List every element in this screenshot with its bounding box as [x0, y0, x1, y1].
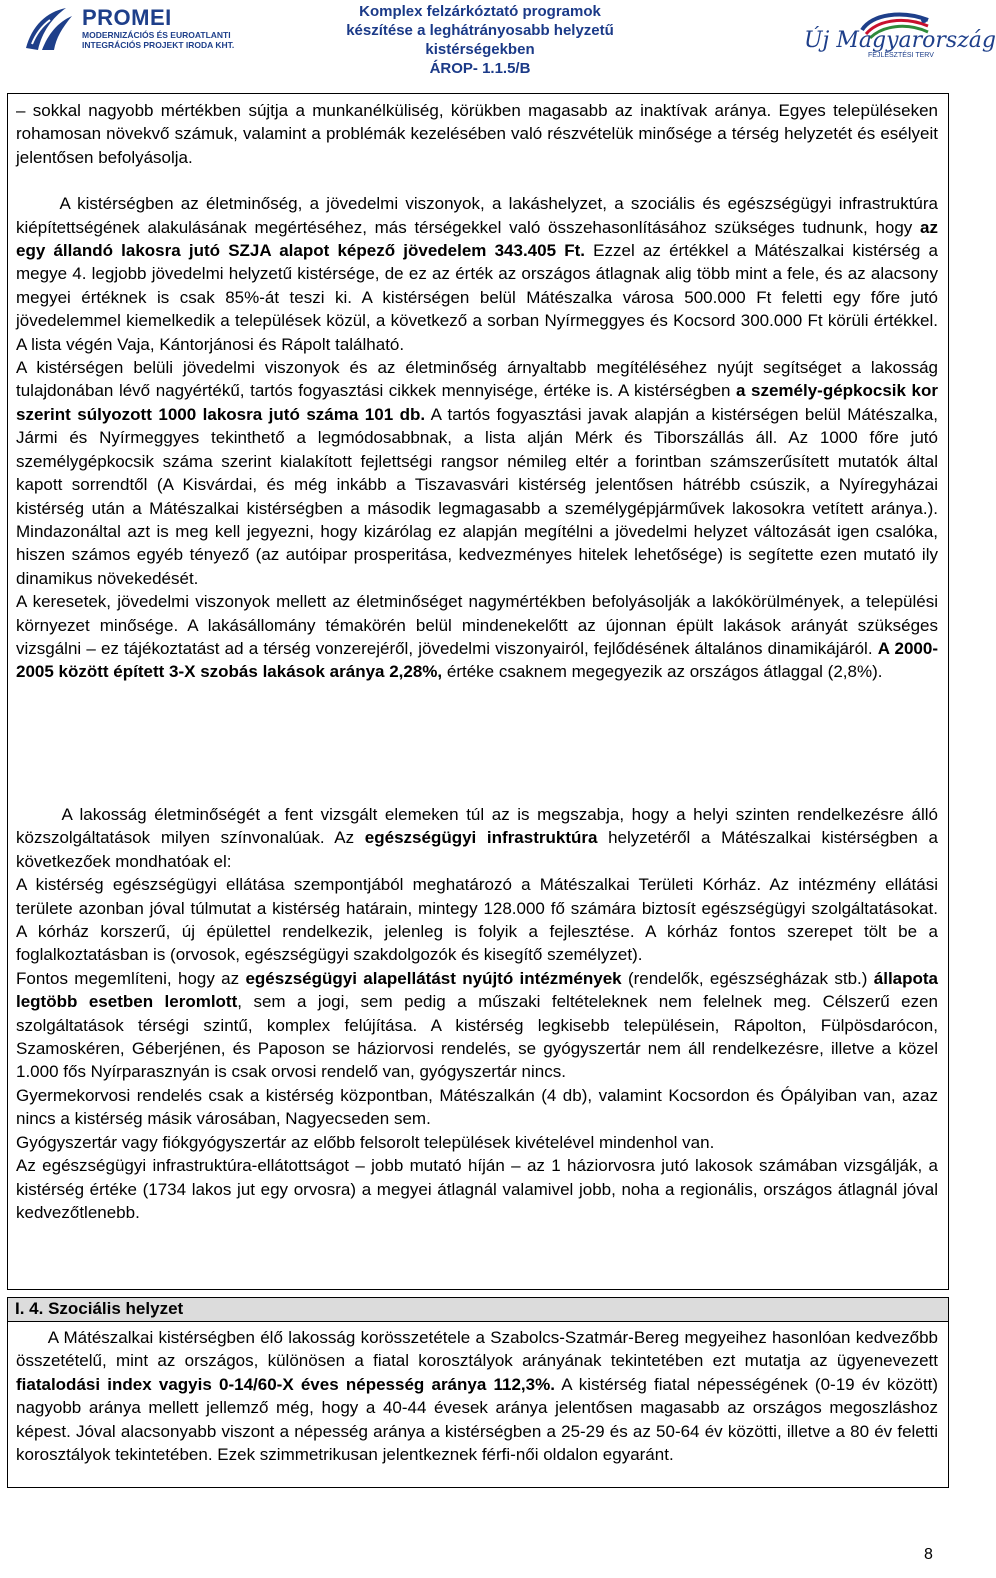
bold-text: a személy-gépkocsik kor szerint súlyozott 1000 lakosra jutó száma 101 db. — [16, 381, 939, 424]
page-number: 8 — [924, 1546, 933, 1563]
text-run: A Mátészalkai kistérségben élő lakosság korösszetétele a Szabolcs-Szatmár-Bereg megyeihez hasonlóan kedvezőbb összetételű, mint az országos, különösen a fiatal korosztályok arányának tekintetében ezt mutatja az ügyenevezett — [16, 1328, 938, 1371]
text-run: Gyermekorvosi rendelés csak a kistérség központban, Mátészalkán (4 db), valamint Kocsordon és Ópályiban van, azaz nincs a kistérség másik városában, Nagyecseden sem. — [16, 1085, 938, 1129]
text-run: Gyógyszertár vagy fiókgyógyszertár az előbb felsorolt települések kivételével mindenhol van. — [16, 1132, 715, 1152]
text-run: A kistérség egészségügyi ellátása szempontjából meghatározó a Mátészalkai Területi Kórház. Az intézmény ellátási területe azonban jóval túlmutat a kistérség határain, mintegy 128.000 fő számára biztosít egészségügyi szolgáltatásokat. A kórház korszerű, új épülettel rendelkezik, jelenleg is folyik a fejlesztése. A kórház fontos szerepet tölt be a foglalkoztatásban is (orvosok, egészségügyi szakdolgozók és kisegítő személyzet). — [16, 875, 938, 965]
uj-magyarorszag-sub: FEJLESZTÉSI TERV — [868, 52, 934, 59]
uj-magyarorszag-logo — [792, 8, 996, 68]
text-run: helyzetéről a Mátészalkai kistérségben a következőek mondhatóak el: — [16, 828, 938, 871]
paragraph — [16, 356, 938, 590]
paragraph — [16, 873, 938, 967]
text-run: A kistérségen belüli jövedelmi viszonyok és az életminőség árnyaltabb megítéléséhez nyújt segítséget a lakosság tulajdonában lévő nagyértékű, tartós fogyasztási cikkek mennyisége, értéke is. A kistérségben — [16, 358, 938, 401]
header-line-2: készítése a leghátrányosabb helyzetű — [346, 22, 614, 39]
bold-text: állapota legtöbb esetben leromlott — [16, 968, 939, 1012]
page-header — [0, 0, 996, 88]
paragraph — [16, 590, 938, 684]
text-run: Ezzel az értékkel a Mátészalkai kistérség a megye 4. legjobb jövedelmi helyzetű kistérsége, de ez az érték az országos átlagnak alig több mint a fele, és az alacsony megyei értéknek is csak 85%-át teszi ki. A kistérségen belül Mátészalka városa 500.000 Ft feletti egy főre jutó jövedelemmel kiemelkedik a települések közül, a következő a sorban Nyírmeggyes és Kocsord 300.000 Ft körüli értékkel. A lista végén Vaja, Kántorjánosi és Rápolt található. — [16, 241, 938, 354]
paragraph — [16, 1154, 938, 1224]
paragraph — [16, 967, 938, 1084]
text-run: A tartós fogyasztási javak alapján a kistérségen belül Mátészalka, Jármi és Nyírmeggyes tekinthető a legmódosabbnak, a lista alján Mérk és Tiborszállás áll. Az 1000 főre jutó személygépkocsik száma szerint kialakított fejlettségi rangsor némileg eltér a forintban számszerűsített mutatók által kapott sorrendtől (A Kisvárdai, és még inkább a Tiszavasvári kistérség jelentősen hátrébb csúszik, a Nyíregyházai kistérség után a Mátészalkai kistérségben a második legmagasabb a személygépjárművek lakosokra vetített aránya.). Mindazonáltal azt is meg kell jegyezni, hogy kizárólag ez alapján megítélni a jövedelmi helyzet változását igen csalóka, hiszen számos egyéb tényező (az autóipar prosperitása, kedvezményes hitelek lehetősége) is segítette ezen mutató ily dinamikus növekedését. — [16, 404, 938, 588]
paragraph — [16, 1131, 938, 1154]
header-title — [300, 2, 660, 78]
paragraph — [16, 803, 938, 873]
text-run: , sem a jogi, sem pedig a műszaki feltételeknek nem felelnek meg. Célszerű ezen szolgáltatások térségi szintű, komplex felújítása. A kistérség legkisebb településein, Rápolton, Fülpösdarócon, Szamoskéren, Géberjénen, és Paposon se háziorvosi rendelés, se gyógyszertár nem áll rendelkezésre, illetve a közel 1.000 fős Nyírparasznyán is csak orvosi rendelő van, gyógyszertár nincs. — [16, 992, 939, 1082]
paragraph — [16, 192, 938, 356]
text-run: Az egészségügyi infrastruktúra-ellátottságot – jobb mutató híján – az 1 háziorvosra jutó lakosok számában vizsgálják, a kistérség értéke (1734 lakos jut egy orvosra) a megyei átlagnál valamivel jobb, noha a regionális, országos átlagnál jóval kedvezőtlenebb. — [16, 1156, 938, 1222]
text-run: értéke csaknem megegyezik az országos átlaggal (2,8%). — [442, 662, 883, 682]
text-run: A kistérség fiatal népességének (0-19 év között) nagyobb aránya mellett jellemző még, hogy a 40-44 évesek aránya jelentősen magasabb az országos megoszláshoz képest. Jóval alacsonyabb viszont a népesség aránya a kistérségben a 25-29 és az 50-64 év közötti, illetve a 80 év feletti korosztályok tekintetében. Ezek szimmetrikusan jelentkeznek férfi-női oldalon egyaránt. — [16, 1374, 938, 1465]
header-line-3: kistérségekben — [425, 41, 535, 58]
text-run: Fontos megemlíteni, hogy az — [16, 968, 246, 988]
body-block-2 — [16, 803, 938, 1224]
text-run: – sokkal nagyobb mértékben sújtja a munkanélküliség, körükben magasabb az inaktívak aránya. Egyes településeken rohamosan növekvő számuk, valamint a problémák kezelésében való részvételük minősége a térség helyzetét és esélyeit jelentősen befolyásolja. — [16, 101, 938, 167]
promei-emblem-icon — [22, 4, 76, 54]
header-line-4: ÁROP- 1.1.5/B — [429, 60, 531, 77]
text-run: A kistérségben az életminőség, a jövedelmi viszonyok, a lakáshelyzet, a szociális és egészségügyi infrastruktúra kiépítettségének alakulásának megértéséhez, más térségekkel való összehasonlításához szükséges tudnunk, hogy — [16, 194, 938, 237]
promei-logo-name: PROMEI — [82, 5, 172, 30]
bold-text: egészségügyi alapellátást nyújtó intézmények — [245, 968, 622, 988]
section-body — [16, 1326, 938, 1466]
bold-text: az egy állandó lakosra jutó SZJA alapot képező jövedelem 343.405 Ft. — [16, 217, 938, 261]
paragraph — [16, 1326, 938, 1466]
paragraph — [16, 99, 938, 169]
header-line-1: Komplex felzárkóztató programok — [359, 3, 601, 20]
section-title: I. 4. Szociális helyzet — [15, 1299, 184, 1318]
bold-text: egészségügyi infrastruktúra — [364, 828, 598, 848]
paragraph — [16, 1084, 938, 1131]
promei-logo-sub1: MODERNIZÁCIÓS ÉS EUROATLANTI — [82, 30, 231, 40]
text-run: A lakosság életminőségét a fent vizsgált elemeken túl az is megszabja, hogy a helyi szinten rendelkezésre álló közszolgáltatások milyen színvonalúak. Az — [16, 805, 938, 848]
text-run: (rendelők, egészségházak stb.) — [621, 968, 874, 988]
uj-magyarorszag-name: Új Magyarország — [804, 28, 996, 53]
bold-text: fiatalodási index vagyis 0-14/60-X éves népesség aránya 112,3%. — [16, 1374, 555, 1394]
body-block-1 — [16, 99, 938, 684]
promei-logo — [22, 4, 262, 54]
section-heading-bar — [7, 1297, 949, 1322]
promei-logo-sub2: INTEGRÁCIÓS PROJEKT IRODA KHT. — [82, 40, 235, 50]
text-run: A keresetek, jövedelmi viszonyok mellett az életminőséget nagymértékben befolyásolják a lakókörülmények, a települési környezet minősége. A lakásállomány témakörén belül mindenekelőtt az újonnan épült lakások arányát szükséges vizsgálni – ez tájékoztatást ad a térség vonzerejéről, jövedelmi viszonyairól, fejlődésének általános dinamikájáról. — [16, 592, 938, 658]
bold-text: A 2000-2005 között épített 3-X szobás lakások aránya 2,28%, — [16, 638, 938, 682]
